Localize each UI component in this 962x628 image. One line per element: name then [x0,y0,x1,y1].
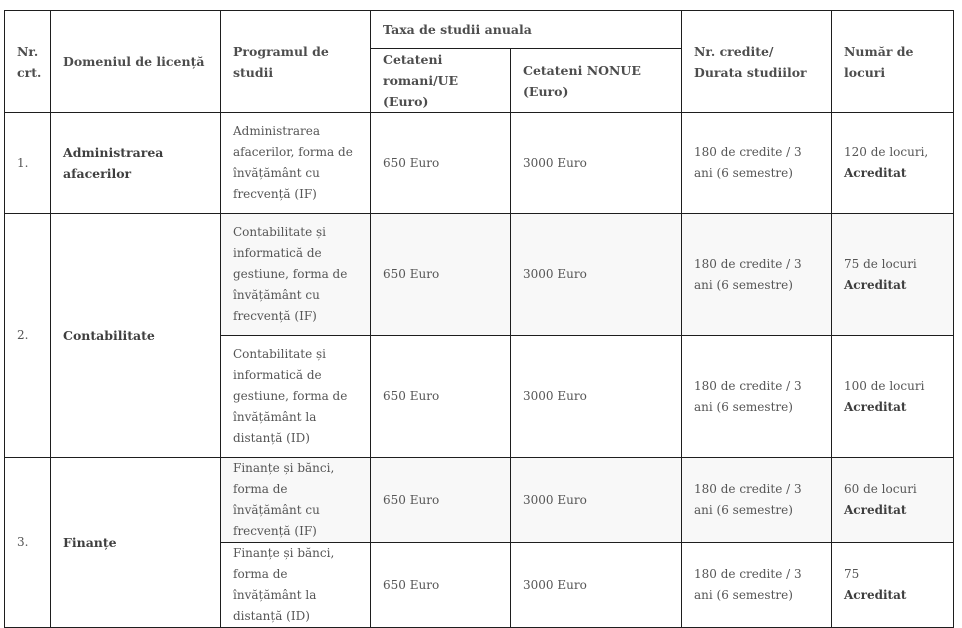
status-acreditat: Acreditat [844,277,907,292]
status-acreditat: Acreditat [844,588,907,602]
row-taxa-eu: 650 Euro [371,336,511,458]
row-taxa-non: 3000 Euro [511,214,682,336]
row-taxa-non: 3000 Euro [511,543,682,628]
header-locuri: Număr de locuri [832,11,954,113]
header-taxa-non: Cetateni NONUE (Euro) [511,49,682,113]
locuri-count: 60 de locuri [844,482,917,496]
row-credite: 180 de credite / 3 ani (6 semestre) [682,458,832,543]
row-domeniu: Administrarea afacerilor [51,113,221,214]
study-programs-table [4,10,954,628]
row-program: Contabilitate și informatică de gestiune, forma de învățământ la distanță (ID) [221,336,371,458]
row-program: Administrarea afacerilor, forma de învățământ cu frecvență (IF) [221,113,371,214]
header-taxa-eu: Cetateni romani/UE (Euro) [371,49,511,113]
row-credite: 180 de credite / 3 ani (6 semestre) [682,543,832,628]
row-taxa-eu: 650 Euro [371,458,511,543]
programs-table-container [4,10,953,628]
row-credite: 180 de credite / 3 ani (6 semestre) [682,214,832,336]
header-credite [682,11,832,113]
row-credite: 180 de credite / 3 ani (6 semestre) [682,113,832,214]
row-credite: 180 de credite / 3 ani (6 semestre) [682,336,832,458]
table-row [5,113,954,214]
locuri-count: 100 de locuri [844,378,925,393]
row-locuri [832,113,954,214]
row-domeniu: Contabilitate [51,214,221,458]
row-nr: 1. [5,113,51,214]
row-taxa-non: 3000 Euro [511,458,682,543]
row-nr: 2. [5,214,51,458]
row-program: Contabilitate și informatică de gestiune, forma de învățământ cu frecvență (IF) [221,214,371,336]
status-acreditat: Acreditat [844,399,907,414]
header-credite-line2: Durata studiilor [694,64,807,80]
status-acreditat: Acreditat [844,503,907,517]
table-row [5,214,954,336]
row-domeniu: Finanțe [51,458,221,628]
row-locuri [832,214,954,336]
row-locuri [832,543,954,628]
row-program: Finanțe și bănci, forma de învățământ la distanță (ID) [221,543,371,628]
table-header [5,11,954,113]
locuri-count: 120 de locuri, [844,145,929,159]
locuri-count: 75 [844,567,860,581]
table-body [5,113,954,628]
row-nr: 3. [5,458,51,628]
table-row [5,458,954,543]
locuri-count: 75 de locuri [844,256,917,271]
header-credite-line1: Nr. credite/ [694,43,774,59]
header-domeniu: Domeniul de licență [51,11,221,113]
row-taxa-eu: 650 Euro [371,214,511,336]
row-taxa-eu: 650 Euro [371,543,511,628]
header-taxa-group: Taxa de studii anuala [371,11,682,49]
header-nr: Nr. crt. [5,11,51,113]
row-locuri [832,336,954,458]
row-taxa-non: 3000 Euro [511,113,682,214]
row-taxa-eu: 650 Euro [371,113,511,214]
status-acreditat: Acreditat [844,166,907,180]
row-taxa-non: 3000 Euro [511,336,682,458]
row-program: Finanțe și bănci, forma de învățământ cu frecvență (IF) [221,458,371,543]
header-program: Programul de studii [221,11,371,113]
row-locuri [832,458,954,543]
